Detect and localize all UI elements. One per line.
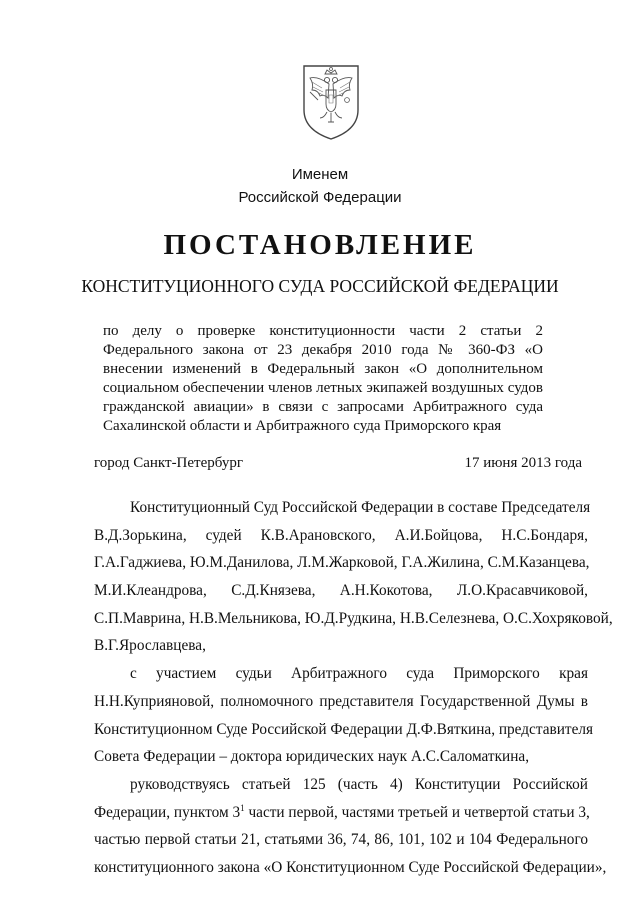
body-line: с участием судьи Арбитражного суда Приморского края bbox=[130, 665, 588, 683]
case-subject-line: по делу о проверке конституционности части 2 статьи 2 bbox=[103, 323, 543, 339]
city: город Санкт-Петербург bbox=[94, 455, 243, 471]
case-subject-line: гражданской авиации» в связи с запросами Арбитражного суда bbox=[103, 399, 543, 415]
case-subject-line: социальном обеспечении членов летных экипажей воздушных судов bbox=[103, 380, 543, 396]
body-line: Г.А.Гаджиева, Ю.М.Данилова, Л.М.Жарковой, Г.А.Жилина, С.М.Казанцева, bbox=[94, 554, 590, 572]
federation-line: Российской Федерации bbox=[238, 189, 402, 206]
court-name: КОНСТИТУЦИОННОГО СУДА РОССИЙСКОЙ ФЕДЕРАЦИИ bbox=[81, 276, 559, 296]
body-line bbox=[94, 799, 588, 827]
body-line: руководствуясь статьей 125 (часть 4) Конституции Российской bbox=[130, 775, 588, 793]
body-line: М.И.Клеандрова, С.Д.Князева, А.Н.Кокотова, Л.О.Красавчиковой, bbox=[94, 582, 588, 600]
superscript-index: 1 bbox=[240, 802, 245, 813]
in-name-line: Именем bbox=[291, 166, 349, 183]
case-subject bbox=[103, 322, 543, 436]
document-body bbox=[94, 494, 613, 882]
body-line: В.Г.Ярославцева, bbox=[94, 637, 206, 655]
russian-coat-of-arms-icon bbox=[300, 60, 362, 142]
document-date: 17 июня 2013 года bbox=[464, 455, 582, 471]
body-line-part: Федерации, пунктом 3 bbox=[94, 803, 241, 821]
case-subject-line: Федерального закона от 23 декабря 2010 года № 360-ФЗ «О bbox=[103, 342, 543, 358]
body-line: Конституционный Суд Российской Федерации в составе Председателя bbox=[130, 499, 591, 516]
body-line: Совета Федерации – доктора юридических наук А.С.Саломаткина, bbox=[94, 748, 530, 766]
case-subject-line: Сахалинской области и Арбитражного суда Приморского края bbox=[103, 418, 502, 434]
case-subject-line: внесении изменений в Федеральный закон «О дополнительном bbox=[103, 361, 543, 377]
document-type-title: ПОСТАНОВЛЕНИЕ bbox=[163, 229, 477, 261]
body-line: Н.Н.Куприяновой, полномочного представителя Государственной Думы в bbox=[94, 692, 588, 710]
body-line: С.П.Маврина, Н.В.Мельникова, Ю.Д.Рудкина, Н.В.Селезнева, О.С.Хохряковой, bbox=[94, 609, 613, 627]
body-line: Конституционном Суде Российской Федерации Д.Ф.Вяткина, представителя bbox=[94, 720, 594, 738]
body-line: конституционного закона «О Конституционном Суде Российской Федерации», bbox=[94, 858, 607, 876]
body-line: В.Д.Зорькина, судей К.В.Арановского, А.И.Бойцова, Н.С.Бондаря, bbox=[94, 526, 588, 544]
body-line: частью первой статьи 21, статьями 36, 74, 86, 101, 102 и 104 Федерального bbox=[94, 831, 588, 849]
body-line-part: части первой, частями третьей и четвертой статьи 3, bbox=[244, 803, 590, 821]
